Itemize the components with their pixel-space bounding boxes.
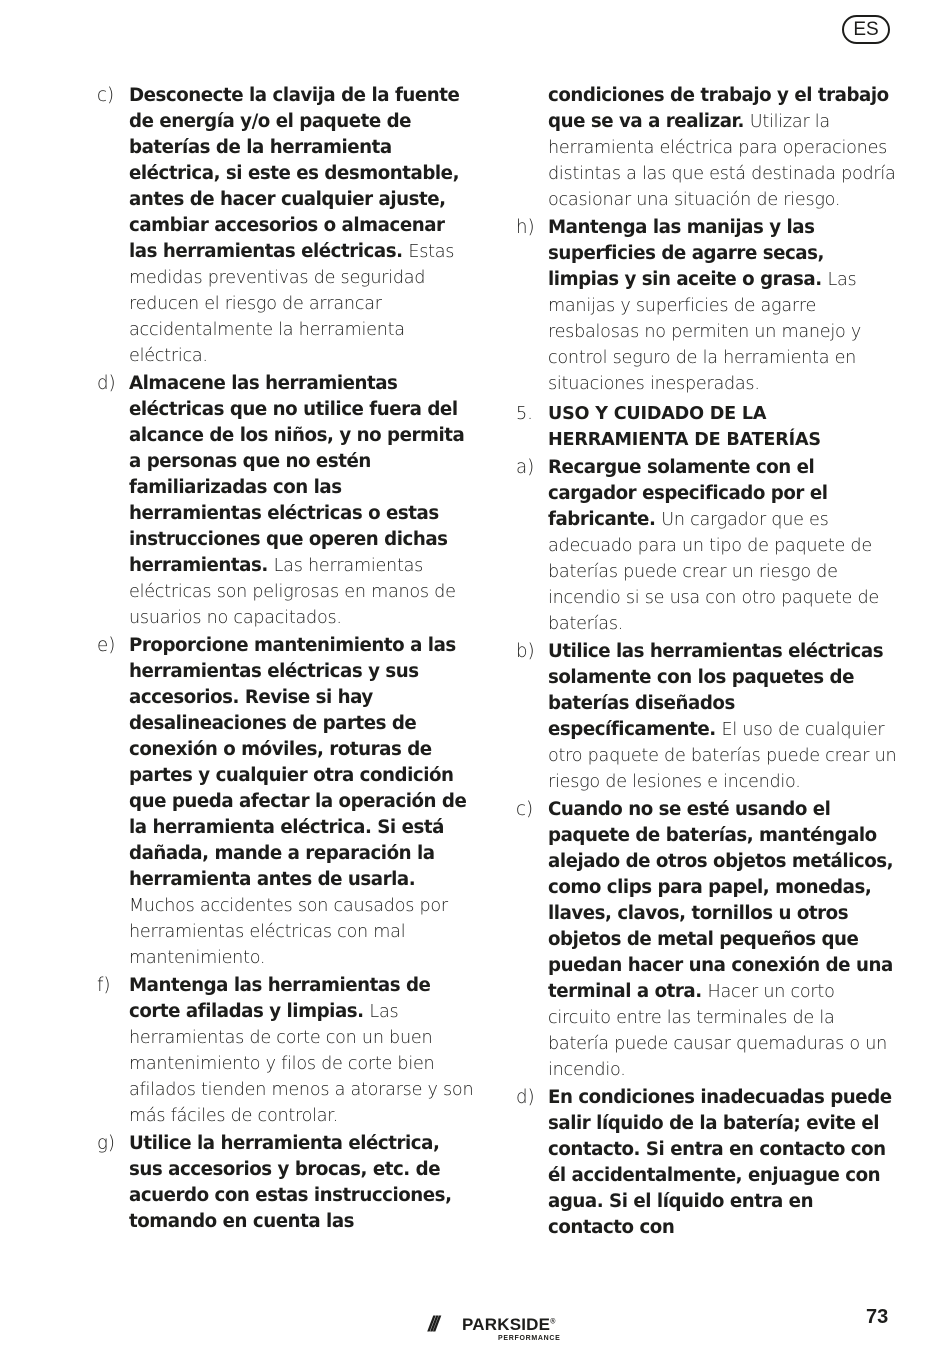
item-marker: d) <box>516 1087 535 1108</box>
item-explanation: Hacer un corto circuito entre las terminales de la batería puede causar quemaduras o un incendio. <box>548 982 888 1080</box>
section-heading <box>516 401 898 453</box>
item-marker: f) <box>97 975 111 996</box>
item-instruction: Cuando no se esté usando el paquete de baterías, manténgalo alejado de otros objetos metálicos, como clips para papel, monedas, llaves, clavos, tornillos u otros objetos de metal pequeños que puedan hacer una conexión de una terminal a otra. <box>548 799 894 1002</box>
list-item-d <box>516 1085 898 1241</box>
item-marker: d) <box>97 373 116 394</box>
item-instruction: Desconecte la clavija de la fuente de energía y/o el paquete de baterías de la herramienta eléctrica, si este es desmontable, antes de hacer cualquier ajuste, cambiar accesorios o almacenar las herramientas eléctricas. <box>129 85 460 262</box>
item-instruction: Mantenga las herramientas de corte afiladas y limpias. <box>129 975 431 1022</box>
item-explanation: Las manijas y superficies de agarre resbalosas no permiten un manejo y control seguro de la herramienta en situaciones inesperadas. <box>548 270 862 394</box>
item-instruction: Utilice la herramienta eléctrica, sus accesorios y brocas, etc. de acuerdo con estas instrucciones, tomando en cuenta las <box>129 1133 452 1232</box>
list-item-d <box>97 371 475 631</box>
right-column <box>516 83 898 1241</box>
item-instruction: Recargue solamente con el cargador especificado por el fabricante. <box>548 457 828 530</box>
item-marker: e) <box>97 635 116 656</box>
logo-brand: PARKSIDE <box>462 1315 551 1334</box>
item-marker: h) <box>516 217 535 238</box>
item-instruction: Almacene las herramientas eléctricas que no utilice fuera del alcance de los niños, y no permita a personas que no estén familiarizadas con las herramientas eléctricas o estas instrucciones que operen dichas herramientas. <box>129 373 465 576</box>
parkside-logo <box>428 1313 583 1347</box>
item-explanation: El uso de cualquier otro paquete de baterías puede crear un riesgo de lesiones e incendio. <box>548 720 897 792</box>
item-instruction: En condiciones inadecuadas puede salir líquido de la batería; evite el contacto. Si entra en contacto con él accidentalmente, enjuague con agua. Si el líquido entra en contacto con <box>548 1087 892 1238</box>
page-number: 73 <box>866 1306 889 1328</box>
section-title: USO Y CUIDADO DE LA HERRAMIENTA DE BATERÍAS <box>548 404 821 450</box>
list-item-c <box>97 83 475 369</box>
item-explanation: Estas medidas preventivas de seguridad reducen el riesgo de arrancar accidentalmente la herramienta eléctrica. <box>129 242 455 366</box>
section-number: 5. <box>516 404 533 424</box>
item-explanation: Utilizar la herramienta eléctrica para operaciones distintas a las que está destinada podría ocasionar una situación de riesgo. <box>548 112 896 210</box>
item-instruction: Utilice las herramientas eléctricas solamente con los paquetes de baterías diseñados específicamente. <box>548 641 884 740</box>
logo-registered: ® <box>550 1318 556 1326</box>
item-instruction: Mantenga las manijas y las superficies de agarre secas, limpias y sin aceite o grasa. <box>548 217 824 290</box>
list-item-f <box>97 973 475 1129</box>
item-marker: c) <box>97 85 115 106</box>
item-explanation: Las herramientas de corte con un buen mantenimiento y filos de corte bien afilados tienden menos a atorarse y son más fáciles de controlar. <box>129 1002 474 1126</box>
item-explanation: Las herramientas eléctricas son peligrosas en manos de usuarios no capacitados. <box>129 556 456 628</box>
left-column <box>97 83 475 1235</box>
item-marker: a) <box>516 457 535 478</box>
list-item-g <box>97 1131 475 1235</box>
list-item-a <box>516 455 898 637</box>
list-item-c <box>516 797 898 1083</box>
item-marker: c) <box>516 799 534 820</box>
item-marker: b) <box>516 641 535 662</box>
item-explanation: Muchos accidentes son causados por herramientas eléctricas con mal mantenimiento. <box>129 896 448 968</box>
item-marker: g) <box>97 1133 116 1154</box>
list-item-g-continued <box>516 83 898 213</box>
list-item-h <box>516 215 898 397</box>
logo-subline: PERFORMANCE <box>498 1335 561 1342</box>
list-item-b <box>516 639 898 795</box>
item-instruction: condiciones de trabajo y el trabajo que se va a realizar. <box>548 85 889 132</box>
language-badge: ES <box>842 15 890 44</box>
item-instruction: Proporcione mantenimiento a las herramientas eléctricas y sus accesorios. Revise si hay desalineaciones de partes de conexión o móviles, roturas de partes y cualquier otra condición que pueda afectar la operación de la herramienta eléctrica. Si está dañada, mande a reparación la herramienta antes de usarla. <box>129 635 467 890</box>
logo-wordmark <box>462 1315 556 1335</box>
item-explanation: Un cargador que es adecuado para un tipo de paquete de baterías puede crear un riesgo de incendio si se usa con otro paquete de baterías. <box>548 510 879 634</box>
logo-slashes-icon: /// <box>428 1313 437 1336</box>
list-item-e <box>97 633 475 971</box>
